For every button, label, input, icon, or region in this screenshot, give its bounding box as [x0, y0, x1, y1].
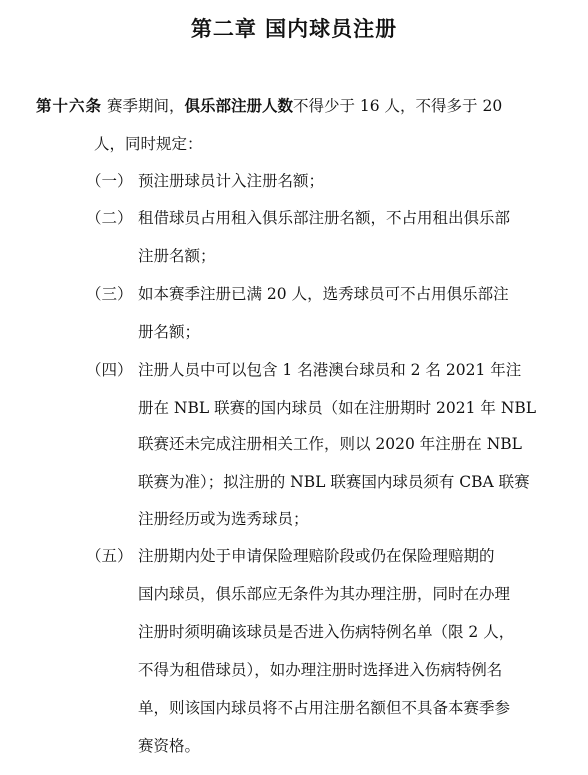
article-second-line: 人，同时规定：	[94, 135, 203, 153]
item-line: 赛资格。	[138, 737, 201, 755]
chapter-title: 第二章 国内球员注册	[190, 17, 398, 41]
item-tag: （二）	[86, 209, 133, 227]
item-tag: （五）	[86, 547, 133, 565]
article-label: 第十六条	[36, 97, 103, 115]
item-line: 联赛为准）；拟注册的 NBL 联赛国内球员须有 CBA 联赛	[138, 473, 530, 491]
item-line: 注册时须明确该球员是否进入伤病特例名单（限 2 人，	[138, 623, 515, 641]
item-line: 注册经历或为选秀球员；	[138, 510, 309, 528]
item-tag: （三）	[86, 285, 133, 303]
item-line: 册在 NBL 联赛的国内球员（如在注册期时 2021 年 NBL	[138, 399, 537, 417]
article-bold-term: 俱乐部注册人数	[184, 97, 293, 115]
item-line: 注册人员中可以包含 1 名港澳台球员和 2 名 2021 年注	[138, 361, 522, 379]
item-line: 单，则该国内球员将不占用注册名额但不具备本赛季参	[138, 699, 511, 717]
item-line: 联赛还未完成注册相关工作，则以 2020 年注册在 NBL	[138, 435, 522, 453]
item-line: 注册名额；	[138, 247, 216, 265]
item-line: 注册期内处于申请保险理赔阶段或仍在保险理赔期的	[138, 547, 495, 565]
item-line: 不得为租借球员），如办理注册时选择进入伤病特例名	[138, 661, 503, 679]
item-line: 册名额；	[138, 323, 201, 341]
item-tag: （四）	[86, 361, 133, 379]
item-tag: （一）	[86, 172, 133, 190]
item-line: 租借球员占用租入俱乐部注册名额，不占用租出俱乐部	[138, 209, 511, 227]
article-text-b: 不得少于 16 人，不得多于 20	[292, 97, 503, 115]
item-line: 国内球员，俱乐部应无条件为其办理注册，同时在办理	[138, 585, 511, 603]
item-line: 如本赛季注册已满 20 人，选秀球员可不占用俱乐部注	[138, 285, 509, 303]
article-text-a: 赛季期间，	[102, 97, 185, 115]
item-line: 预注册球员计入注册名额；	[138, 172, 325, 190]
article-first-line	[36, 95, 502, 117]
